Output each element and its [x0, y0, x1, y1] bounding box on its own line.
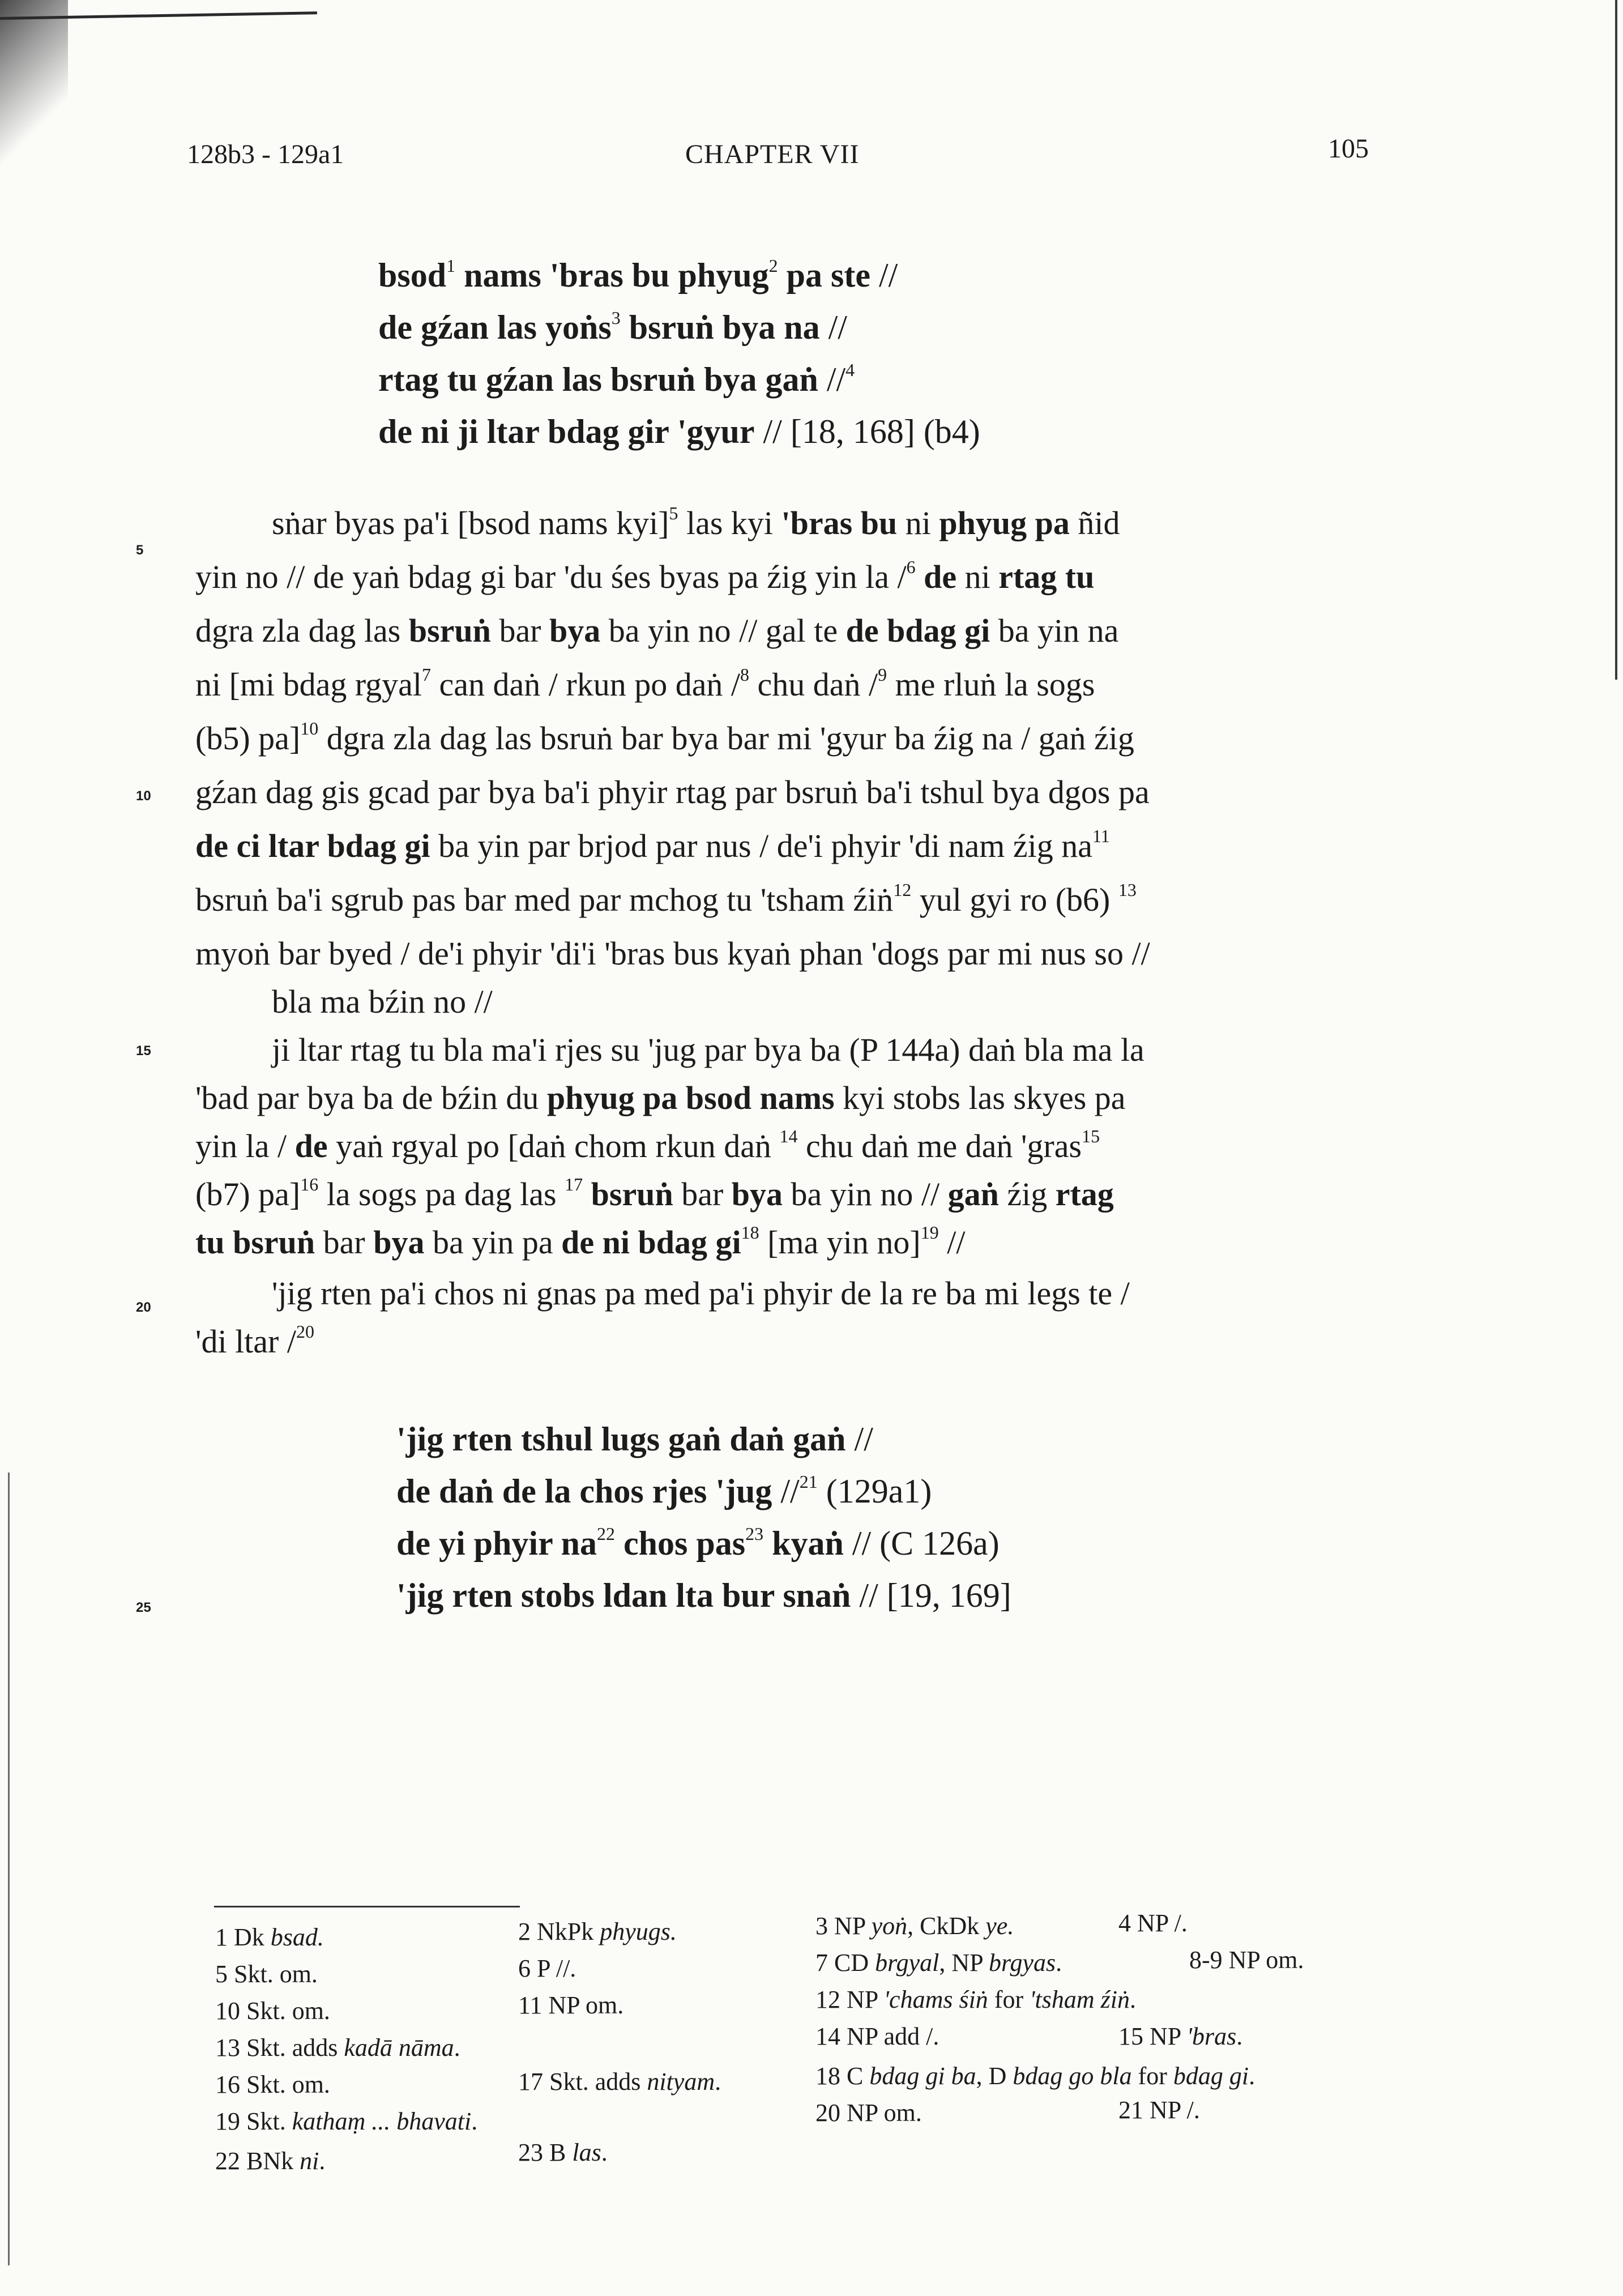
- text-line: gźan dag gis gcad par bya ba'i phyir rtag par bsruṅ ba'i tshul bya dgos pa: [195, 774, 1150, 810]
- line-number: 20: [136, 1300, 151, 1315]
- verse-line: bsod$^1$ nams 'bras bu phyug$^2$ pa ste //: [378, 255, 898, 294]
- footnote: 6 P //.: [518, 1954, 576, 1982]
- folio-reference: 128b3 - 129a1: [187, 139, 344, 169]
- verse-block-1: [378, 249, 980, 458]
- text-line: ni [mi bdag rgyal$^7$ can daṅ / rkun po daṅ /$^8$ chu daṅ /$^9$ me rluṅ la sogs: [195, 664, 1095, 703]
- footnote: 16 Skt. om.: [215, 2071, 330, 2098]
- scan-edge-line: [8, 1473, 10, 2265]
- text-line: sṅar byas pa'i [bsod nams kyi]$^5$ las kyi 'bras bu ni phyug pa ñid: [272, 503, 1120, 541]
- text-line: 'bad par bya ba de bźin du phyug pa bsod nams kyi stobs las skyes pa: [195, 1079, 1126, 1116]
- line-number: 15: [136, 1043, 151, 1059]
- verse-block-2: [396, 1413, 1011, 1621]
- footnote: 17 Skt. adds nityam.: [518, 2068, 721, 2096]
- verse-line: 'jig rten stobs ldan lta bur snaṅ // [19, 169]: [396, 1577, 1011, 1614]
- footnote: 12 NP 'chams śiṅ for 'tsham źiṅ.: [815, 1986, 1137, 2013]
- text-line: myoṅ bar byed / de'i phyir 'di'i 'bras bus kyaṅ phan 'dogs par mi nus so //: [195, 935, 1150, 972]
- text-line: yin la / de yaṅ rgyal po [daṅ chom rkun daṅ $^{14}$ chu daṅ me daṅ 'gras$^{15}$: [195, 1126, 1100, 1164]
- footnote: 15 NP 'bras.: [1118, 2022, 1243, 2050]
- footnote: 18 C bdag gi ba, D bdag go bla for bdag gi.: [815, 2062, 1255, 2090]
- footnote: 10 Skt. om.: [215, 1997, 330, 2025]
- line-number: 5: [136, 543, 144, 558]
- footnote: 5 Skt. om.: [215, 1960, 318, 1988]
- footnote: 11 NP om.: [518, 1991, 624, 2019]
- footnote: 14 NP add /.: [815, 2022, 939, 2050]
- footnote-rule: [214, 1906, 520, 1907]
- footnote: 8-9 NP om.: [1189, 1946, 1304, 1974]
- text-line: (b5) pa]$^{10}$ dgra zla dag las bsruṅ bar bya bar mi 'gyur ba źig na / gaṅ źig: [195, 718, 1134, 757]
- chapter-heading: CHAPTER VII: [685, 139, 860, 169]
- verse-line: de ni ji ltar bdag gir 'gyur // [18, 168] (b4): [378, 413, 980, 450]
- footnote: 21 NP /.: [1118, 2096, 1200, 2124]
- page-number: 105: [1328, 134, 1369, 164]
- footnote: 1 Dk bsad.: [215, 1923, 324, 1951]
- footnote: 3 NP yoṅ, CkDk ye.: [815, 1912, 1014, 1940]
- text-line: dgra zla dag las bsruṅ bar bya ba yin no // gal te de bdag gi ba yin na: [195, 612, 1119, 649]
- text-line: (b7) pa]$^{16}$ la sogs pa dag las $^{17}$ bsruṅ bar bya ba yin no // gaṅ źig rtag: [195, 1174, 1114, 1213]
- verse-line: 'jig rten tshul lugs gaṅ daṅ gaṅ //: [396, 1420, 873, 1458]
- footnote: 23 B las.: [518, 2139, 608, 2166]
- footnote: 2 NkPk phyugs.: [518, 1918, 677, 1945]
- text-line: tu bsruṅ bar bya ba yin pa de ni bdag $gi^{18}$ [ma yin no]$^{19}$ //: [195, 1222, 966, 1261]
- footnote: 4 NP /.: [1118, 1909, 1188, 1937]
- line-number: 10: [136, 788, 151, 804]
- footnote: 19 Skt. kathaṃ ... bhavati.: [215, 2107, 478, 2135]
- verse-line: de gźan las yoṅs$^3$ bsruṅ bya na //: [378, 308, 847, 346]
- footnote: 22 BNk ni.: [215, 2147, 326, 2175]
- verse-line: de yi phyir $na^{22}$ chos pas$^{23}$ kyaṅ // (C 126a): [396, 1523, 1000, 1562]
- text-line: yin no // de yaṅ bdag gi bar 'du śes byas pa źig yin la /$^6$ de ni rtag tu: [195, 557, 1095, 595]
- verse-line: rtag tu gźan las bsruṅ bya gaṅ //$^4$: [378, 360, 855, 398]
- text-line: 'jig rten pa'i chos ni gnas pa med pa'i phyir de la re ba mi legs te /: [272, 1275, 1130, 1312]
- footnote: 13 Skt. adds kadā nāma.: [215, 2034, 460, 2062]
- footnote: 20 NP om.: [815, 2099, 922, 2127]
- scan-edge-shadow: [0, 0, 68, 170]
- footnote: 7 CD brgyal, NP brgyas.: [815, 1949, 1062, 1977]
- text-line: de ci ltar bdag gi ba yin par brjod par nus / de'i phyir 'di nam źig $na^{11}$: [195, 826, 1110, 864]
- line-number: 25: [136, 1600, 151, 1615]
- text-line: bla ma bźin no //: [272, 983, 493, 1020]
- verse-line: de daṅ de la chos rjes 'jug //$^{21}$ (129a1): [396, 1471, 932, 1510]
- text-line: ji ltar rtag tu bla ma'i rjes su 'jug par bya ba (P 144a) daṅ bla ma la: [272, 1031, 1144, 1068]
- text-line: 'di ltar /$^{20}$: [195, 1321, 314, 1360]
- scan-edge-line: [1615, 0, 1617, 680]
- text-line: bsruṅ ba'i sgrub pas bar med par mchog tu 'tsham źiṅ$^{12}$ yul gyi ro (b6) $^{13}$: [195, 880, 1137, 918]
